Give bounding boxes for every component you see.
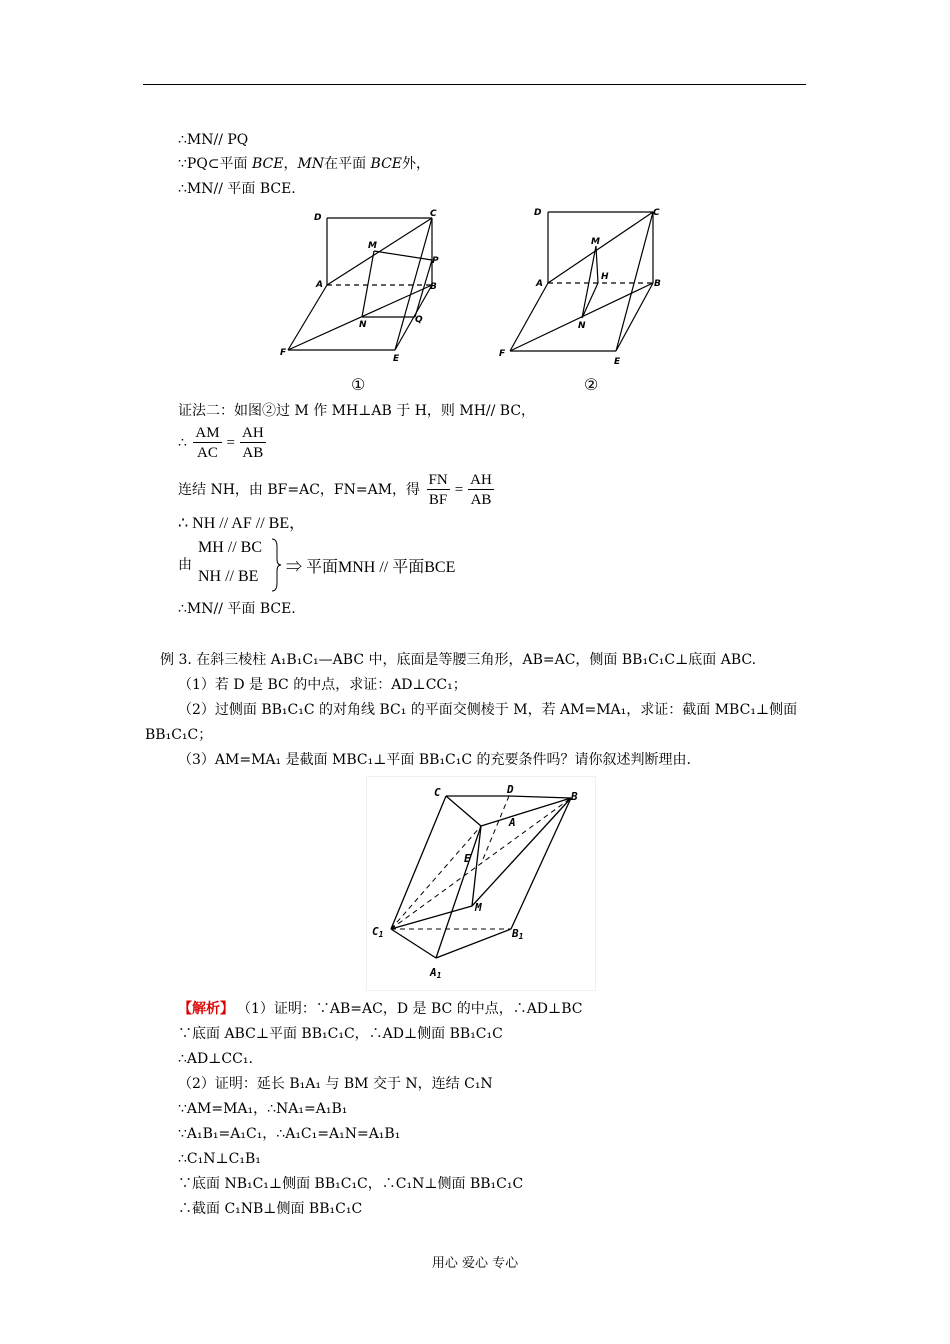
fig1-label-D: D	[314, 213, 322, 223]
solution-line-8: ∵底面 NB₁C₁⊥侧面 BB₁C₁C，∴C₁N⊥侧面 BB₁C₁C	[178, 1176, 524, 1192]
right-brace-icon	[270, 537, 282, 593]
solution-line-2: ∵底面 ABC⊥平面 BB₁C₁C，∴AD⊥侧面 BB₁C₁C	[178, 1026, 503, 1042]
analysis-tag: 【解析】	[178, 1001, 234, 1017]
solution-line-4: （2）证明：延长 B₁A₁ 与 BM 交于 N，连结 C₁N	[178, 1076, 493, 1092]
proof-line-3: ∴MN// 平面 BCE.	[178, 181, 296, 197]
method2-ratio-1: ∴ $\frac{AM}{AC}$ = $\frac{AH}{AB}$	[178, 424, 264, 461]
solution-line-5: ∵AM=MA₁，∴NA₁=A₁B₁	[178, 1101, 348, 1117]
fig1-label-P: P	[432, 256, 439, 266]
page-footer: 用心 爱心 专心	[431, 1256, 519, 1271]
solution-line-9: ∴截面 C₁NB⊥侧面 BB₁C₁C	[178, 1201, 363, 1217]
fig1-label-B: B	[430, 282, 437, 292]
fig2-label-E: E	[614, 357, 621, 365]
solution-line-1: 【解析】 （1）证明：∵AB=AC，D 是 BC 的中点，∴AD⊥BC	[178, 1001, 583, 1017]
fig3-label-C: C	[434, 786, 441, 799]
fraction-ah-ab: $\frac{AH}{AB}$	[242, 424, 264, 461]
fig2-label-A: A	[536, 279, 543, 289]
figure-3	[366, 776, 596, 991]
solution-line-3: ∴AD⊥CC₁.	[178, 1051, 253, 1067]
fig3-label-B1: B1	[512, 927, 524, 941]
fig2-label-M: M	[591, 237, 600, 247]
fig3-label-M: M	[475, 901, 482, 914]
fig3-label-A: A	[509, 816, 516, 829]
fig3-label-B: B	[571, 790, 578, 803]
method2-line-1: 证法二：如图②过 M 作 MH⊥AB 于 H，则 MH// BC，	[178, 403, 536, 419]
method2-line-3: 连结 NH，由 BF=AC，FN=AM，得 $\frac{FN}{BF}$ = $\frac{AH}{AB}$	[178, 471, 492, 508]
fraction-am-ac: $\frac{AM}{AC}$	[195, 424, 220, 461]
fig1-label-F: F	[280, 348, 287, 358]
proof-line-1: ∴MN// PQ	[178, 132, 249, 148]
solution-line-6: ∵A₁B₁=A₁C₁，∴A₁C₁=A₁N=A₁B₁	[178, 1126, 401, 1142]
fig1-label-M: M	[368, 241, 377, 251]
fig1-label-C: C	[430, 209, 437, 219]
fig1-label-E: E	[393, 354, 400, 364]
figure-2-caption: ②	[584, 375, 599, 394]
fig3-label-C1: C1	[372, 925, 384, 939]
figure-1-caption: ①	[351, 375, 366, 394]
example3-title: 例 3. 在斜三棱柱 A₁B₁C₁—ABC 中，底面是等腰三角形，AB=AC，侧面 BB₁C₁C⊥底面 ABC.	[160, 652, 757, 668]
figure-1	[270, 205, 460, 365]
header-rule	[143, 84, 806, 85]
fig3-label-A1: A1	[430, 966, 442, 980]
figure-2	[490, 200, 680, 365]
method2-line-6: ∴MN// 平面 BCE.	[178, 601, 296, 617]
fig3-label-E: E	[464, 852, 471, 865]
example3-q2b: BB₁C₁C；	[145, 727, 213, 743]
fig2-label-B: B	[654, 279, 661, 289]
example3-q1: （1）若 D 是 BC 的中点，求证：AD⊥CC₁；	[178, 677, 467, 693]
fig2-label-H: H	[601, 272, 609, 282]
fig2-label-F: F	[499, 349, 506, 359]
fig2-label-N: N	[578, 321, 586, 331]
example3-q3: （3）AM=MA₁ 是截面 MBC₁⊥平面 BB₁C₁C 的充要条件吗？请你叙述判断理由.	[178, 752, 691, 768]
fig1-label-Q: Q	[415, 315, 423, 325]
fig2-label-D: D	[534, 208, 542, 218]
example3-q2a: （2）过侧面 BB₁C₁C 的对角线 BC₁ 的平面交侧棱于 M，若 AM=MA₁，求证：截面 MBC₁⊥侧面	[178, 702, 798, 718]
fraction-fn-bf: $\frac{FN}{BF}$	[428, 471, 448, 508]
proof-line-2: ∵PQ⊂平面 BCE，MN在平面 BCE外，	[178, 156, 431, 172]
method2-line-4: ∴ NH // AF // BE，	[178, 515, 306, 532]
method2-system: 由 MH // BC NH // BE ⇒ 平面MNH // 平面BCE	[178, 537, 498, 593]
fig3-label-D: D	[507, 783, 514, 796]
fig2-label-C: C	[653, 208, 660, 218]
fig1-label-N: N	[359, 320, 367, 330]
fraction-ah-ab-2: $\frac{AH}{AB}$	[470, 471, 492, 508]
fig1-label-A: A	[316, 280, 323, 290]
solution-line-7: ∴C₁N⊥C₁B₁	[178, 1151, 261, 1167]
